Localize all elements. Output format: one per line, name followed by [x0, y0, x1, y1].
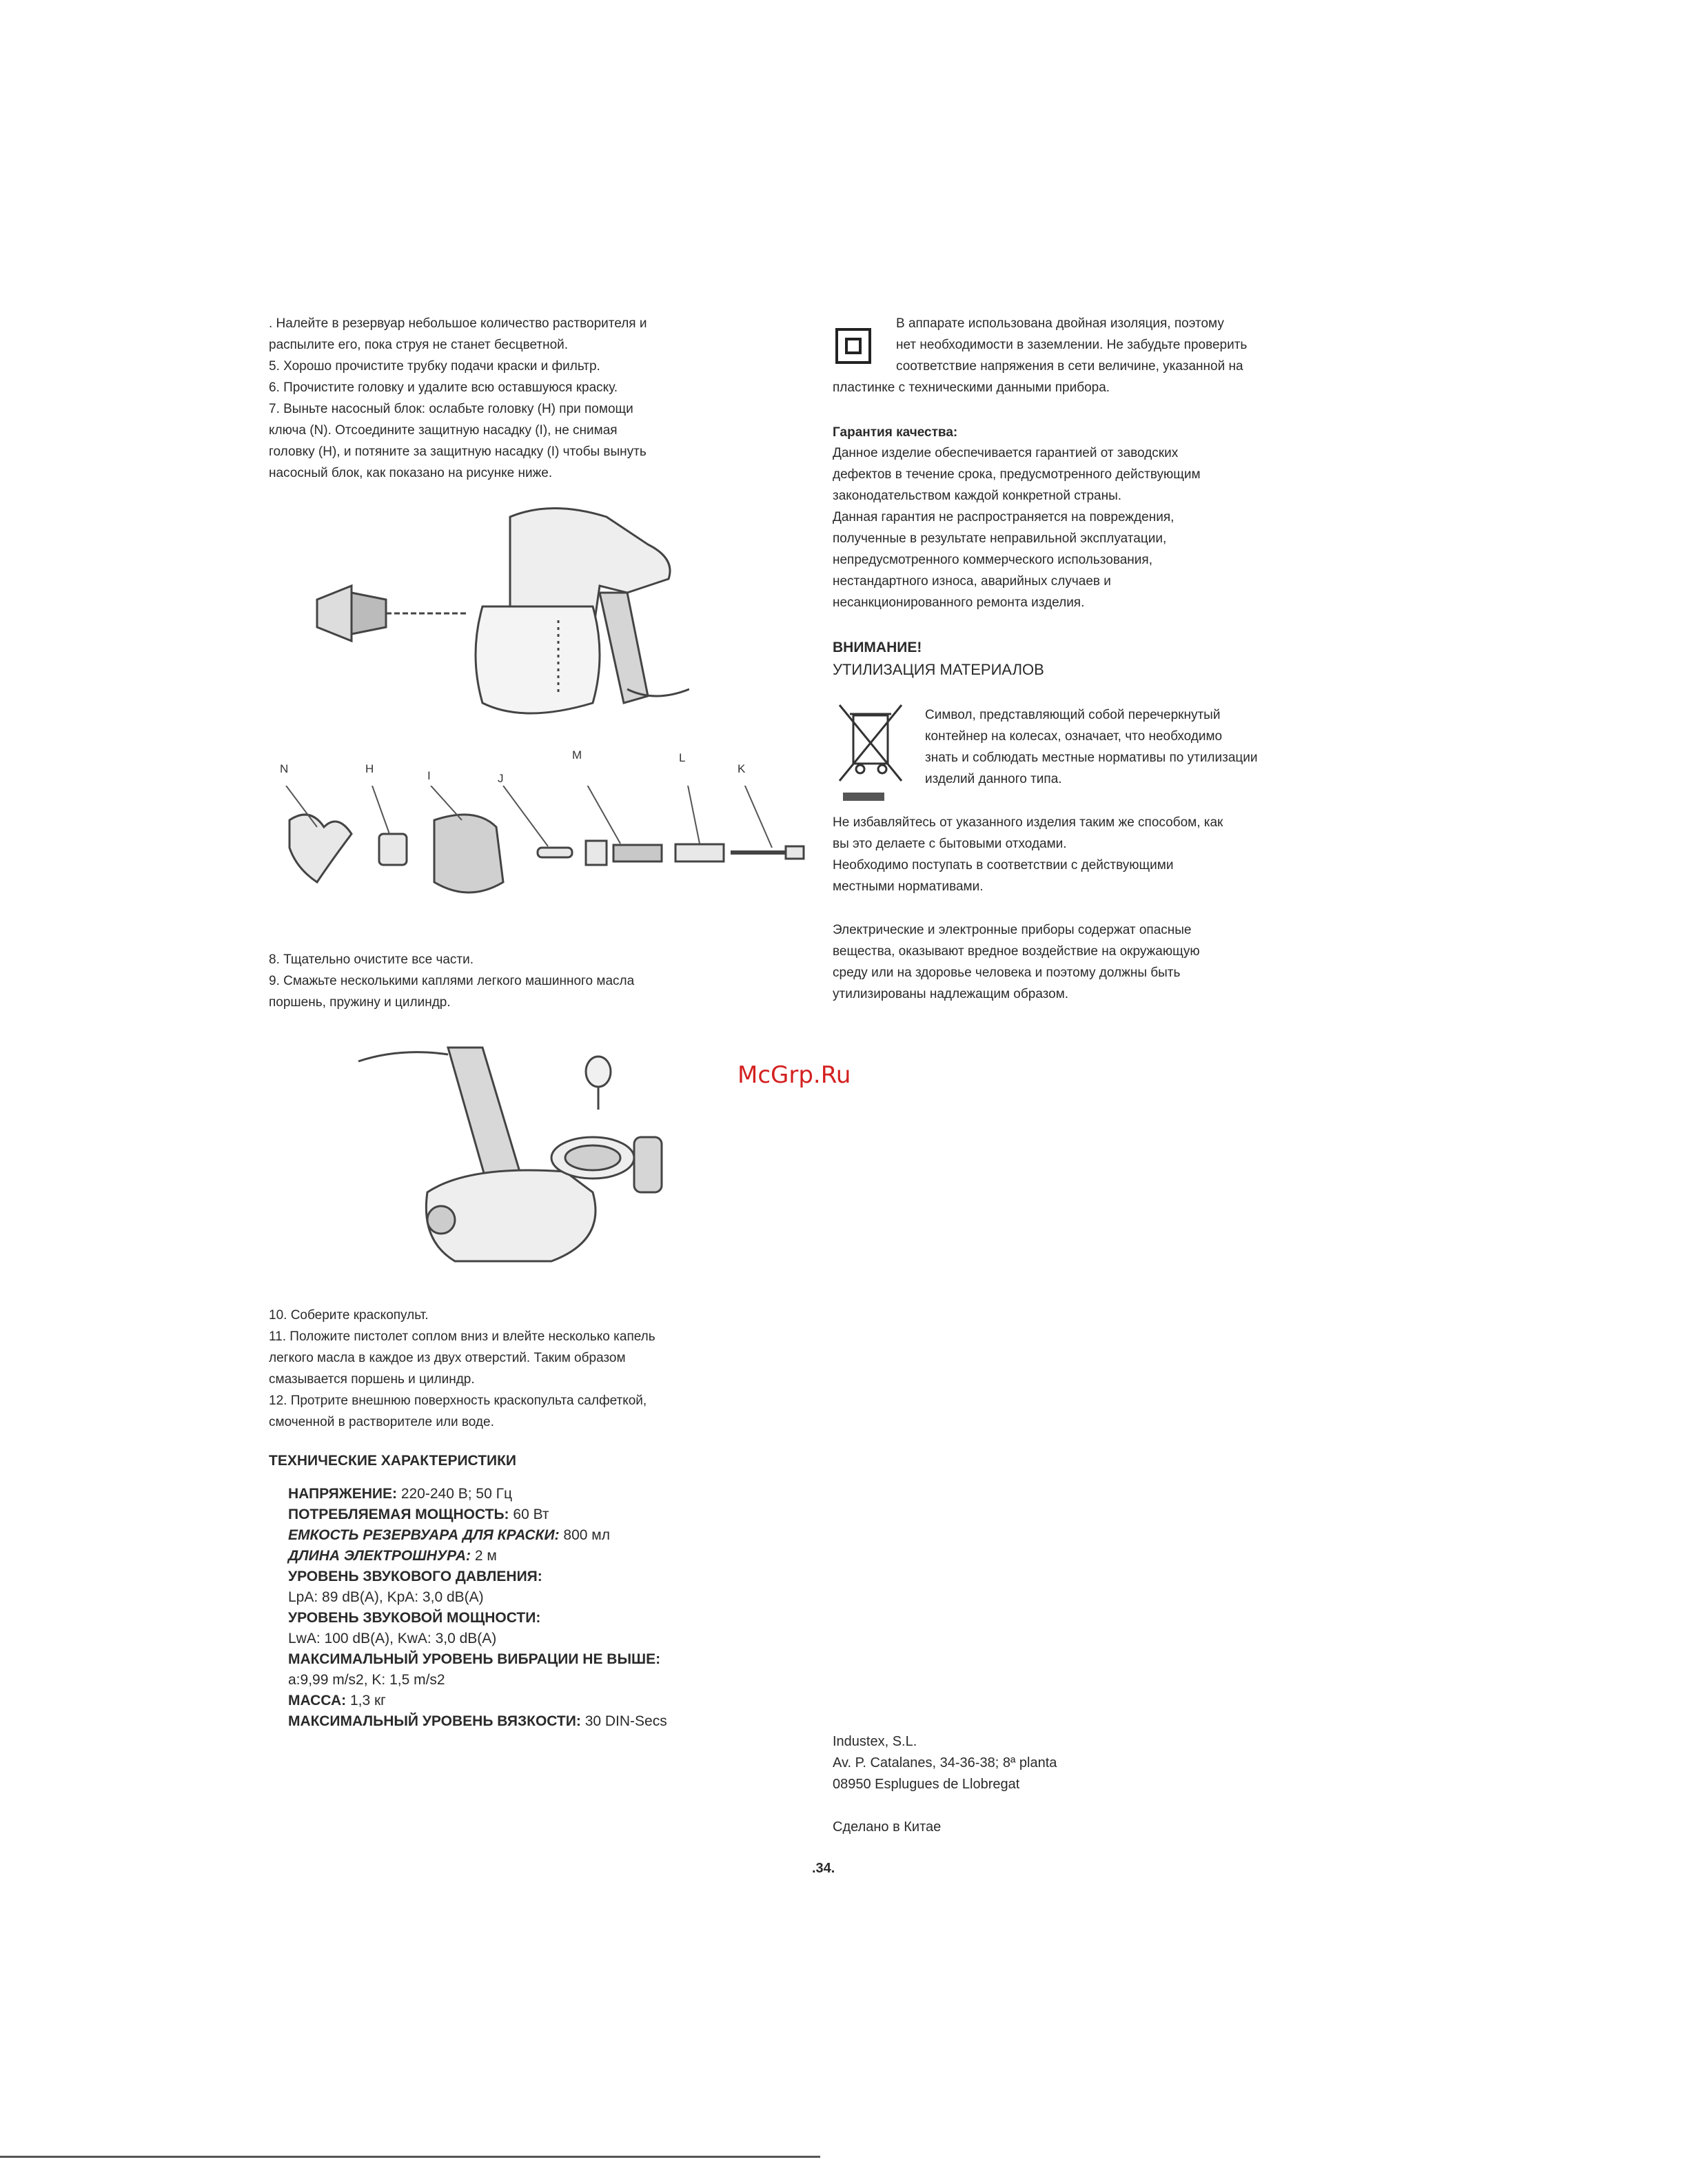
- text-line: смоченной в растворителе или воде.: [269, 1415, 494, 1429]
- text-line: Данное изделие обеспечивается гарантией от заводских: [833, 446, 1179, 460]
- text-line: 7. Выньте насосный блок: ослабьте головку (H) при помощи: [269, 402, 633, 416]
- text-line: Av. P. Catalanes, 34-36-38; 8ª planta: [833, 1755, 1057, 1770]
- text-line: 08950 Esplugues de Llobregat: [833, 1777, 1020, 1792]
- text-line: непредусмотренного коммерческого использования,: [833, 553, 1152, 567]
- spec-value: 2 м: [471, 1548, 497, 1564]
- spec-row: [288, 1525, 812, 1546]
- text-line: Электрические и электронные приборы содержат опасные: [833, 923, 1192, 937]
- disposal-title: УТИЛИЗАЦИЯ МАТЕРИАЛОВ: [833, 661, 1044, 678]
- part-label-n: N: [280, 762, 289, 775]
- company-address: [833, 1731, 1384, 1795]
- text-line: распылите его, пока струя не станет бесцветной.: [269, 338, 569, 352]
- bottom-edge-line: [0, 2156, 820, 2158]
- tech-specs-title: ТЕХНИЧЕСКИЕ ХАРАКТЕРИСТИКИ: [269, 1453, 517, 1469]
- spec-row: [288, 1587, 812, 1608]
- spec-label: ЕМКОСТЬ РЕЗЕРВУАРА ДЛЯ КРАСКИ:: [288, 1527, 560, 1543]
- text-line: местными нормативами.: [833, 879, 984, 894]
- text-line: смазывается поршень и цилиндр.: [269, 1372, 475, 1387]
- spec-label: ПОТРЕБЛЯЕМАЯ МОЩНОСТЬ:: [288, 1507, 509, 1522]
- spec-value: 800 мл: [559, 1527, 610, 1543]
- part-label-k: K: [738, 762, 746, 775]
- text-line: Символ, представляющий собой перечеркнутый: [925, 708, 1221, 722]
- text-line: нестандартного износа, аварийных случаев и: [833, 574, 1111, 589]
- double-insulation-icon: [835, 328, 871, 364]
- text-line: утилизированы надлежащим образом.: [833, 987, 1069, 1001]
- electronics-text: [833, 919, 1384, 1005]
- text-line: среду или на здоровье человека и поэтому должны быть: [833, 966, 1181, 980]
- spec-row: [288, 1629, 812, 1649]
- insulation-text: [896, 313, 1384, 377]
- text-line: 11. Положите пистолет соплом вниз и влейте несколько капель: [269, 1329, 655, 1344]
- spec-label: УРОВЕНЬ ЗВУКОВОГО ДАВЛЕНИЯ:: [288, 1569, 542, 1584]
- spec-value: 1,3 кг: [346, 1693, 386, 1708]
- spec-row: [288, 1670, 812, 1691]
- crossed-bin-icon: [833, 702, 908, 805]
- text-line: легкого масла в каждое из двух отверстий. Таким образом: [269, 1351, 626, 1365]
- text-line: нет необходимости в заземлении. Не забудьте проверить: [896, 338, 1248, 352]
- spec-label: МАКСИМАЛЬНЫЙ УРОВЕНЬ ВИБРАЦИИ НЕ ВЫШЕ:: [288, 1651, 661, 1667]
- text-line: 5. Хорошо прочистите трубку подачи краски и фильтр.: [269, 359, 600, 374]
- part-label-i: I: [427, 769, 431, 782]
- cleaning-steps: [269, 949, 800, 1013]
- spec-row: [288, 1711, 812, 1732]
- disposal-text: [833, 812, 1384, 897]
- text-line: несанкционированного ремонта изделия.: [833, 595, 1085, 610]
- spec-value: 60 Вт: [509, 1507, 549, 1522]
- text-line: пластинке с техническими данными прибора.: [833, 380, 1110, 395]
- text-line: В аппарате использована двойная изоляция, поэтому: [896, 316, 1224, 331]
- text-line: изделий данного типа.: [925, 772, 1062, 786]
- text-line: Данная гарантия не распространяется на повреждения,: [833, 510, 1175, 524]
- text-line: 6. Прочистите головку и удалите всю оставшуюся краску.: [269, 380, 618, 395]
- page-number: .34.: [812, 1861, 835, 1876]
- spec-label: МАССА:: [288, 1693, 347, 1708]
- spec-row: [288, 1649, 812, 1670]
- text-line: вы это делаете с бытовыми отходами.: [833, 837, 1067, 851]
- text-line: соответствие напряжения в сети величине, указанной на: [896, 359, 1243, 374]
- spec-row: [288, 1608, 812, 1629]
- text-line: дефектов в течение срока, предусмотренного действующим: [833, 467, 1201, 482]
- spec-label: УРОВЕНЬ ЗВУКОВОЙ МОЩНОСТИ:: [288, 1610, 541, 1626]
- spec-value: 220-240 В; 50 Гц: [396, 1486, 512, 1502]
- text-line: знать и соблюдать местные нормативы по утилизации: [925, 751, 1258, 765]
- part-label-l: L: [679, 751, 686, 764]
- spec-row: [288, 1484, 812, 1504]
- spec-label: ДЛИНА ЭЛЕКТРОШНУРА:: [288, 1548, 471, 1564]
- text-line: Необходимо поступать в соответствии с действующими: [833, 858, 1174, 872]
- attention-title: ВНИМАНИЕ!: [833, 640, 922, 655]
- text-line: Industex, S.L.: [833, 1734, 917, 1749]
- insulation-text-tail: [833, 377, 1384, 398]
- text-line: насосный блок, как показано на рисунке ниже.: [269, 466, 553, 480]
- spec-value: LwA: 100 dB(A), KwA: 3,0 dB(A): [288, 1631, 497, 1646]
- watermark-text: McGrp.Ru: [738, 1061, 851, 1089]
- text-line: ключа (N). Отсоедините защитную насадку (I), не снимая: [269, 423, 618, 438]
- oiling-illustration: [345, 1034, 689, 1282]
- part-label-h: H: [365, 762, 374, 775]
- warranty-title: Гарантия качества:: [833, 425, 958, 440]
- spec-row: [288, 1566, 812, 1587]
- text-line: законодательством каждой конкретной страны.: [833, 489, 1122, 503]
- intro-text: [269, 313, 800, 484]
- spec-row: [288, 1691, 812, 1711]
- text-line: 10. Соберите краскопульт.: [269, 1308, 429, 1323]
- warranty-text: [833, 442, 1384, 613]
- text-line: 12. Протрите внешнюю поверхность краскопульта салфеткой,: [269, 1394, 647, 1408]
- exploded-parts-illustration: [276, 786, 813, 917]
- text-line: контейнер на колесах, означает, что необходимо: [925, 729, 1223, 744]
- spec-value: 30 DIN-Secs: [580, 1713, 667, 1729]
- spec-row: [288, 1504, 812, 1525]
- part-label-m: M: [572, 748, 582, 762]
- text-line: 9. Смажьте несколькими каплями легкого машинного масла: [269, 974, 635, 988]
- sprayer-disassembly-illustration: [303, 496, 689, 731]
- tech-specs-list: [288, 1484, 812, 1732]
- spec-label: МАКСИМАЛЬНЫЙ УРОВЕНЬ ВЯЗКОСТИ:: [288, 1713, 581, 1729]
- text-line: вещества, оказывают вредное воздействие на окружающую: [833, 944, 1200, 959]
- text-line: Не избавляйтесь от указанного изделия таким же способом, как: [833, 815, 1223, 830]
- spec-row: [288, 1546, 812, 1566]
- assembly-steps: [269, 1305, 800, 1433]
- part-label-j: J: [498, 772, 504, 785]
- spec-value: LpA: 89 dB(A), KpA: 3,0 dB(A): [288, 1589, 484, 1605]
- text-line: 8. Тщательно очистите все части.: [269, 952, 474, 967]
- made-in-text: Сделано в Китае: [833, 1819, 942, 1835]
- spec-value: a:9,99 m/s2, K: 1,5 m/s2: [288, 1672, 445, 1688]
- text-line: полученные в результате неправильной эксплуатации,: [833, 531, 1167, 546]
- text-line: головку (H), и потяните за защитную насадку (I) чтобы вынуть: [269, 445, 647, 459]
- text-line: . Налейте в резервуар небольшое количество растворителя и: [269, 316, 647, 331]
- text-line: поршень, пружину и цилиндр.: [269, 995, 451, 1010]
- spec-label: НАПРЯЖЕНИЕ:: [288, 1486, 397, 1502]
- bin-symbol-text: [925, 704, 1384, 790]
